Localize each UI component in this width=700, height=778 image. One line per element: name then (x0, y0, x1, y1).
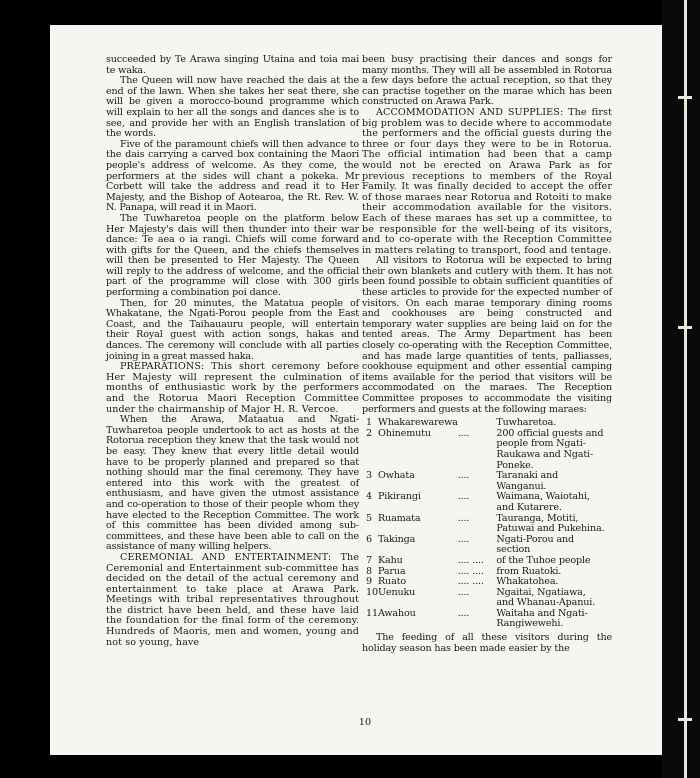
marae-name: Kahu (377, 554, 403, 566)
marae-number: 5 (366, 512, 372, 524)
paragraph: The Queen will now have reached the dais at the end of the lawn. When she takes her seat there, she will be given a morocco-bound programme which will explain to her all the songs and dances she is to see, and provide her with an English translation of the words. (106, 75, 359, 140)
marae-tribes: Tuwharetoa. (496, 417, 557, 429)
table-row (366, 429, 606, 471)
paragraph-ceremonial: CEREMONIAL AND ENTERTAINMENT: The Ceremonial and Entertainment sub-committee has decided on the detail of the actual ceremony and entertainment to take place at Arawa Park. Meetings with tribal representatives throughout the district have been held, and these have laid the foundation for the final form of the ceremony. Hundreds of Maoris, men and women, young and not so young, have (106, 551, 359, 648)
leader-dots: .... .... (457, 554, 484, 566)
leader-dots: .... (457, 607, 470, 619)
leader-dots: .... (457, 586, 470, 598)
marae-name: Uenuku (377, 586, 416, 598)
leader-dots: .... (457, 491, 470, 503)
paragraph: The Tuwharetoa people on the platform below Her Majesty's dais will then thunder into their war dance: Te aea o ia rangi. Chiefs will come forward with gifts for the Queen, and the chiefs themselves will then be presented to Her Majesty. The Queen will reply to the address of welcome, and the official part of the programme will close with 300 girls performing a combination poi dance. (106, 212, 359, 299)
marae-tribes: Taranaki and Wanganui. (496, 470, 559, 492)
paragraph: The feeding of all these visitors during the holiday season has been made easier by the (362, 632, 612, 654)
marae-tribes: Ngaitai, Ngatiawa, and Whanau-Apanui. (496, 586, 596, 609)
table-row (366, 514, 606, 535)
marae-tribes: of the Tuhoe people (496, 554, 591, 566)
marae-tribes: Waimana, Waiotahi, and Kutarere. (496, 491, 590, 513)
edge-mark (678, 96, 692, 99)
leader-dots: .... .... (457, 565, 484, 577)
table-row (366, 492, 606, 513)
maraes-table (366, 418, 606, 630)
marae-name: Pikirangi (377, 491, 421, 503)
left-column (106, 55, 359, 648)
table-row (366, 588, 606, 609)
edge-mark (678, 718, 692, 721)
marae-name: Ruato (377, 576, 406, 588)
document-page (50, 25, 662, 755)
marae-number: 9 (366, 576, 372, 588)
marae-name: Ruamata (377, 512, 421, 524)
marae-number: 1 (366, 417, 372, 429)
marae-number: 7 (366, 554, 372, 566)
marae-tribes: Tauranga, Motiti, Patuwai and Pukehina. (496, 512, 605, 535)
marae-tribes: 200 official guests and people from Ngati-Raukawa and Ngati-Poneke. (496, 427, 604, 471)
paragraph: Then, for 20 minutes, the Matatua people of Whakatane, the Ngati-Porou people from the East Coast, and the Taihauauru people, will entertain their Royal guest with action songs, hakas and dances. The ceremony will conclude with all parties joining in a great massed haka. (106, 297, 359, 362)
marae-number: 4 (366, 491, 372, 503)
leader-dots: .... (457, 533, 470, 545)
marae-number: 8 (366, 565, 372, 577)
marae-name: Parua (377, 565, 406, 577)
marae-name: Awahou (377, 607, 416, 619)
table-row (366, 535, 606, 556)
marae-name: Owhata (377, 470, 415, 482)
marae-number: 10 (366, 586, 378, 598)
paragraph: been busy practising their dances and songs for many months. They will all be assembled in Rotorua a few days before the actual reception, so that they can practise together on the marae which has been constructed on Arawa Park. (362, 54, 612, 108)
marae-number: 2 (366, 427, 372, 439)
marae-tribes: Waitaha and Ngati-Rangiwewehi. (496, 607, 588, 630)
right-column (362, 55, 612, 654)
marae-name: Takinga (377, 533, 416, 545)
paragraph: All visitors to Rotorua will be expected to bring their own blankets and cutlery with them. It has not been found possible to obtain sufficient quantities of these articles to provide for the expected number of visitors. On each marae temporary dining rooms and cookhouses are being constructed and temporary water supplies are being laid on for the tented areas. The Army Department has been closely co-operating with the Reception Committee, and has made large quantities of tents, palliasses, cookhouse equipment and other essential camping items available for the period that visitors will be accommodated on the maraes. The Reception Committee proposes to accommodate the visiting performers and guests at the following maraes: (362, 255, 612, 415)
divider-line (684, 0, 687, 778)
marae-tribes: Whakatohea. (496, 576, 559, 588)
table-row (366, 556, 606, 567)
marae-number: 6 (366, 533, 372, 545)
paragraph: When the Arawa, Mataatua and Ngati-Tuwharetoa people undertook to act as hosts at the Rotorua reception they knew that the task would not be easy. They knew that every little detail would have to be properly planned and prepared so that nothing should mar the final ceremony. They have entered into this work with the greatest of enthusiasm, and have given the utmost assistance and co-operation to those of their people whom they have elected to the Reception Committee. The work of this committee has been divided among sub-committees, and these have been able to call on the assistance of many willing helpers. (106, 414, 359, 553)
paragraph-preparations: PREPARATIONS: This short ceremony before Her Majesty will represent the culmination of months of enthusiastic work by the performers and the Rotorua Maori Reception Committee under the chairmanship of Major H. R. Vercoe. (106, 361, 359, 415)
table-row (366, 609, 606, 630)
leader-dots: .... (457, 470, 470, 482)
marae-tribes: from Ruatoki. (496, 565, 562, 577)
leader-dots: .... (457, 512, 470, 524)
leader-dots: .... .... (457, 576, 484, 588)
table-row (366, 471, 606, 492)
paragraph: succeeded by Te Arawa singing Utaina and toia mai te waka. (106, 54, 359, 76)
marae-tribes: Ngati-Porou and section (496, 533, 575, 556)
leader-dots: .... (457, 427, 470, 439)
marae-number: 11 (366, 607, 378, 619)
page-number: 10 (358, 717, 372, 728)
paragraph: Five of the paramount chiefs will then advance to the dais carrying a carved box containing the Maori people's address of welcome. As they come, the performers at the sides will chant a pokeka. Mr Corbett will take the address and read it to Her Majesty, and the Bishop of Aotearoa, the Rt. Rev. W. N. Panapa, will read it in Maori. (106, 138, 359, 214)
edge-mark (678, 326, 692, 329)
scan-edge (662, 0, 700, 778)
marae-name: Whakarewarewa (377, 417, 458, 429)
marae-number: 3 (366, 470, 372, 482)
paragraph-accommodation: ACCOMMODATION AND SUPPLIES: The first big problem was to decide where to accommodate the performers and the official guests during the three or four days they were to be in Rotorua. The official intimation had been that a camp would not be erected on Arawa Park as for previous receptions to members of the Royal Family. It was finally decided to accept the offer of those maraes near Rotorua and Rotoiti to make their accommodation available for the visitors. Each of these maraes has set up a committee, to be responsible for the well-being of its visitors, and to co-operate with the Reception Committee in matters relating to transport, food and tentage. (362, 106, 612, 256)
marae-name: Ohinemutu (377, 427, 431, 439)
